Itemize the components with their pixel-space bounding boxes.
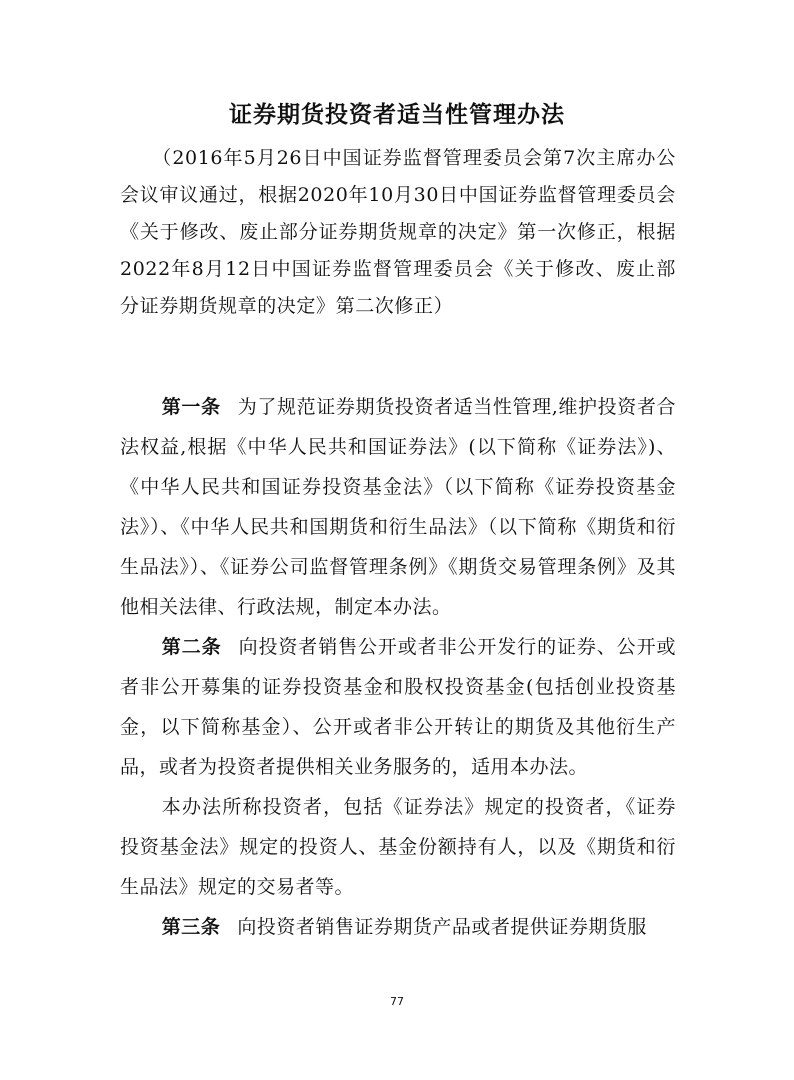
document-title: 证券期货投资者适当性管理办法 [229,102,565,128]
paragraph-text: 向投资者销售公开或者非公开发行的证券、公开或者非公开募集的证券投资基金和股权投资基金(包括创业投资基金，以下简称基金）、公开或者非公开转让的期货及其他衍生产品，或者为投资者提供相关业务服务的，适用本办法。 [120,636,676,778]
paragraph-article-2 [120,627,676,787]
paragraph-article-1 [120,387,676,627]
paragraph-article-3 [120,907,676,947]
document-body [120,387,676,947]
paragraph-text: 本办法所称投资者，包括《证券法》规定的投资者，《证券投资基金法》规定的投资人、基金份额持有人，以及《期货和衍生品法》规定的交易者等。 [120,796,676,898]
revision-note: （2016年5月26日中国证券监督管理委员会第7次主席办公会议审议通过，根据2020年10月30日中国证券监督管理委员会《关于修改、废止部分证券期货规章的决定》第一次修正，根据2022年8月12日中国证券监督管理委员会《关于修改、废止部分证券期货规章的决定》第二次修正） [120,147,676,317]
article-number: 第三条 [161,916,221,938]
paragraph-text: 为了规范证券期货投资者适当性管理,维护投资者合法权益,根据《中华人民共和国证券法》(以下简称《证券法》)、《中华人民共和国证券投资基金法》（以下简称《证券投资基金法》）、《中华人民共和国期货和衍生品法》（以下简称《期货和衍生品法》）、《证券公司监督管理条例》《期货交易管理条例》及其他相关法律、行政法规，制定本办法。 [120,396,676,618]
paragraph-article-2-continued [120,787,676,907]
article-number: 第一条 [161,396,221,418]
page-number: 77 [390,995,404,1008]
article-number: 第二条 [161,636,222,658]
paragraph-text: 向投资者销售证券期货产品或者提供证券期货服 [237,916,647,938]
